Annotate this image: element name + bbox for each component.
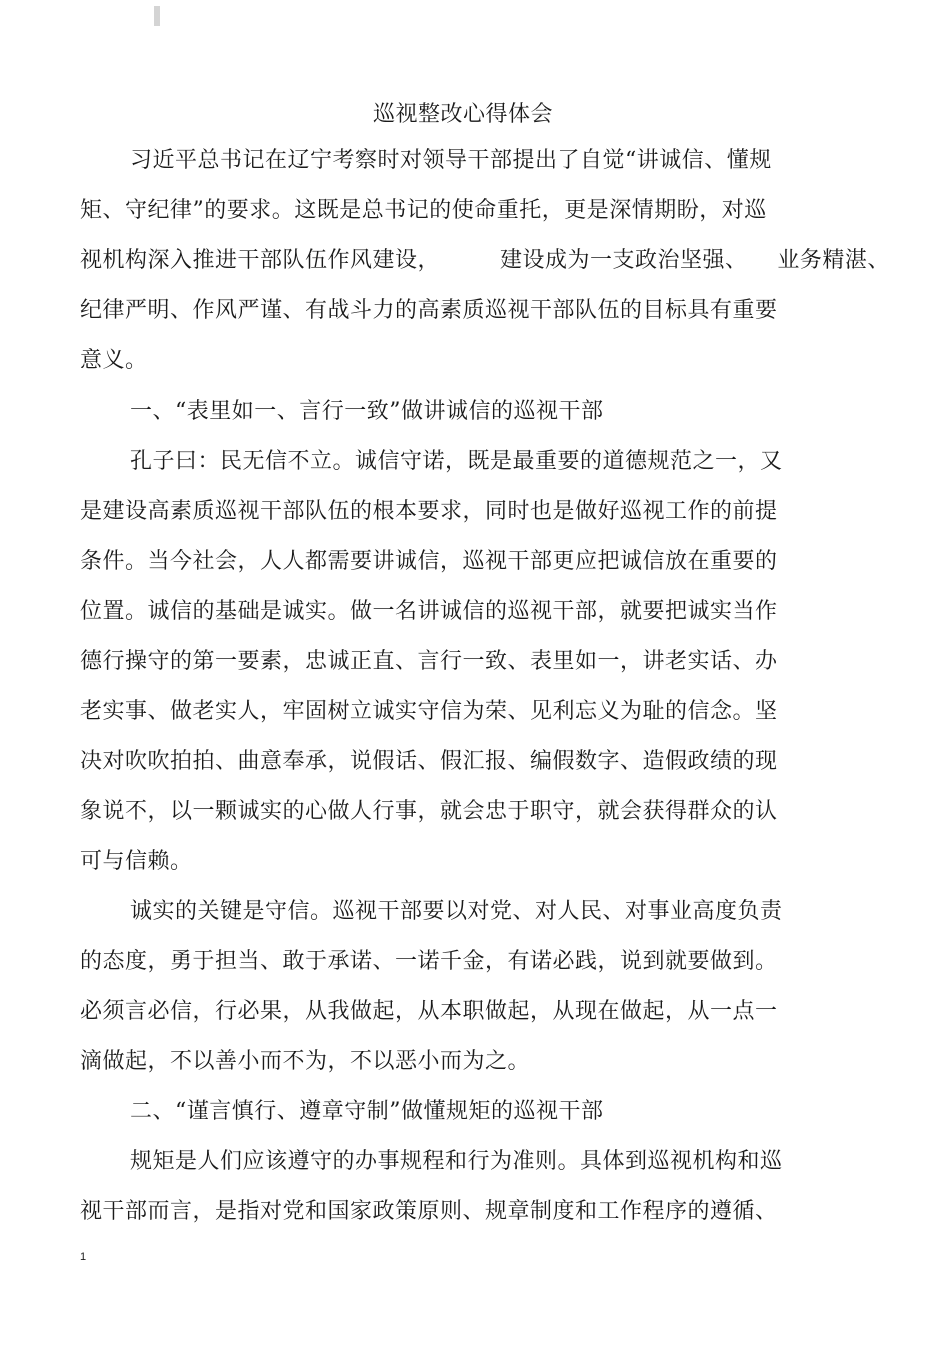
text-line-07: 孔子曰：民无信不立。诚信守诺，既是最重要的道德规范之一，又 (130, 449, 783, 474)
text-line-21: 规矩是人们应该遵守的办事规程和行为准则。具体到巡视机构和巡 (130, 1149, 783, 1174)
text-line-22: 视干部而言，是指对党和国家政策原则、规章制度和工作程序的遵循、 (80, 1199, 778, 1224)
scan-artifact-mark (154, 6, 160, 26)
text-line-13: 决对吹吹拍拍、曲意奉承，说假话、假汇报、编假数字、造假政绩的现 (80, 749, 778, 774)
text-line-16: 诚实的关键是守信。巡视干部要以对党、对人民、对事业高度负责 (130, 899, 783, 924)
section-heading-1: 一、“表里如一、言行一致”做讲诚信的巡视干部 (130, 399, 604, 424)
text-line-18: 必须言必信，行必果，从我做起，从本职做起，从现在做起，从一点一 (80, 999, 778, 1024)
section-heading-2: 二、“谨言慎行、遵章守制”做懂规矩的巡视干部 (130, 1099, 604, 1124)
text-line-05: 意义。 (80, 348, 148, 373)
text-line-11: 德行操守的第一要素，忠诚正直、言行一致、表里如一，讲老实话、办 (80, 649, 778, 674)
text-line-09: 条件。当今社会，人人都需要讲诚信，巡视干部更应把诚信放在重要的 (80, 549, 778, 574)
text-line-03: 视机构深入推进干部队伍作风建设， 建设成为一支政治坚强、 业务精湛、 (80, 248, 890, 273)
text-line-17: 的态度，勇于担当、敢于承诺、一诺千金，有诺必践，说到就要做到。 (80, 949, 778, 974)
text-line-12: 老实事、做老实人，牢固树立诚实守信为荣、见利忘义为耻的信念。坚 (80, 699, 778, 724)
text-line-10: 位置。诚信的基础是诚实。做一名讲诚信的巡视干部，就要把诚实当作 (80, 599, 778, 624)
text-line-01: 习近平总书记在辽宁考察时对领导干部提出了自觉“讲诚信、懂规 (130, 148, 772, 173)
text-line-08: 是建设高素质巡视干部队伍的根本要求，同时也是做好巡视工作的前提 (80, 499, 778, 524)
text-line-02: 矩、守纪律”的要求。这既是总书记的使命重托，更是深情期盼，对巡 (80, 198, 767, 223)
page-number: 1 (80, 1251, 87, 1263)
document-title: 巡视整改心得体会 (372, 102, 553, 127)
text-line-14: 象说不，以一颗诚实的心做人行事，就会忠于职守，就会获得群众的认 (80, 799, 778, 824)
text-line-19: 滴做起，不以善小而不为，不以恶小而为之。 (80, 1049, 531, 1074)
text-line-04: 纪律严明、作风严谨、有战斗力的高素质巡视干部队伍的目标具有重要 (80, 298, 778, 323)
text-line-15: 可与信赖。 (80, 849, 193, 874)
